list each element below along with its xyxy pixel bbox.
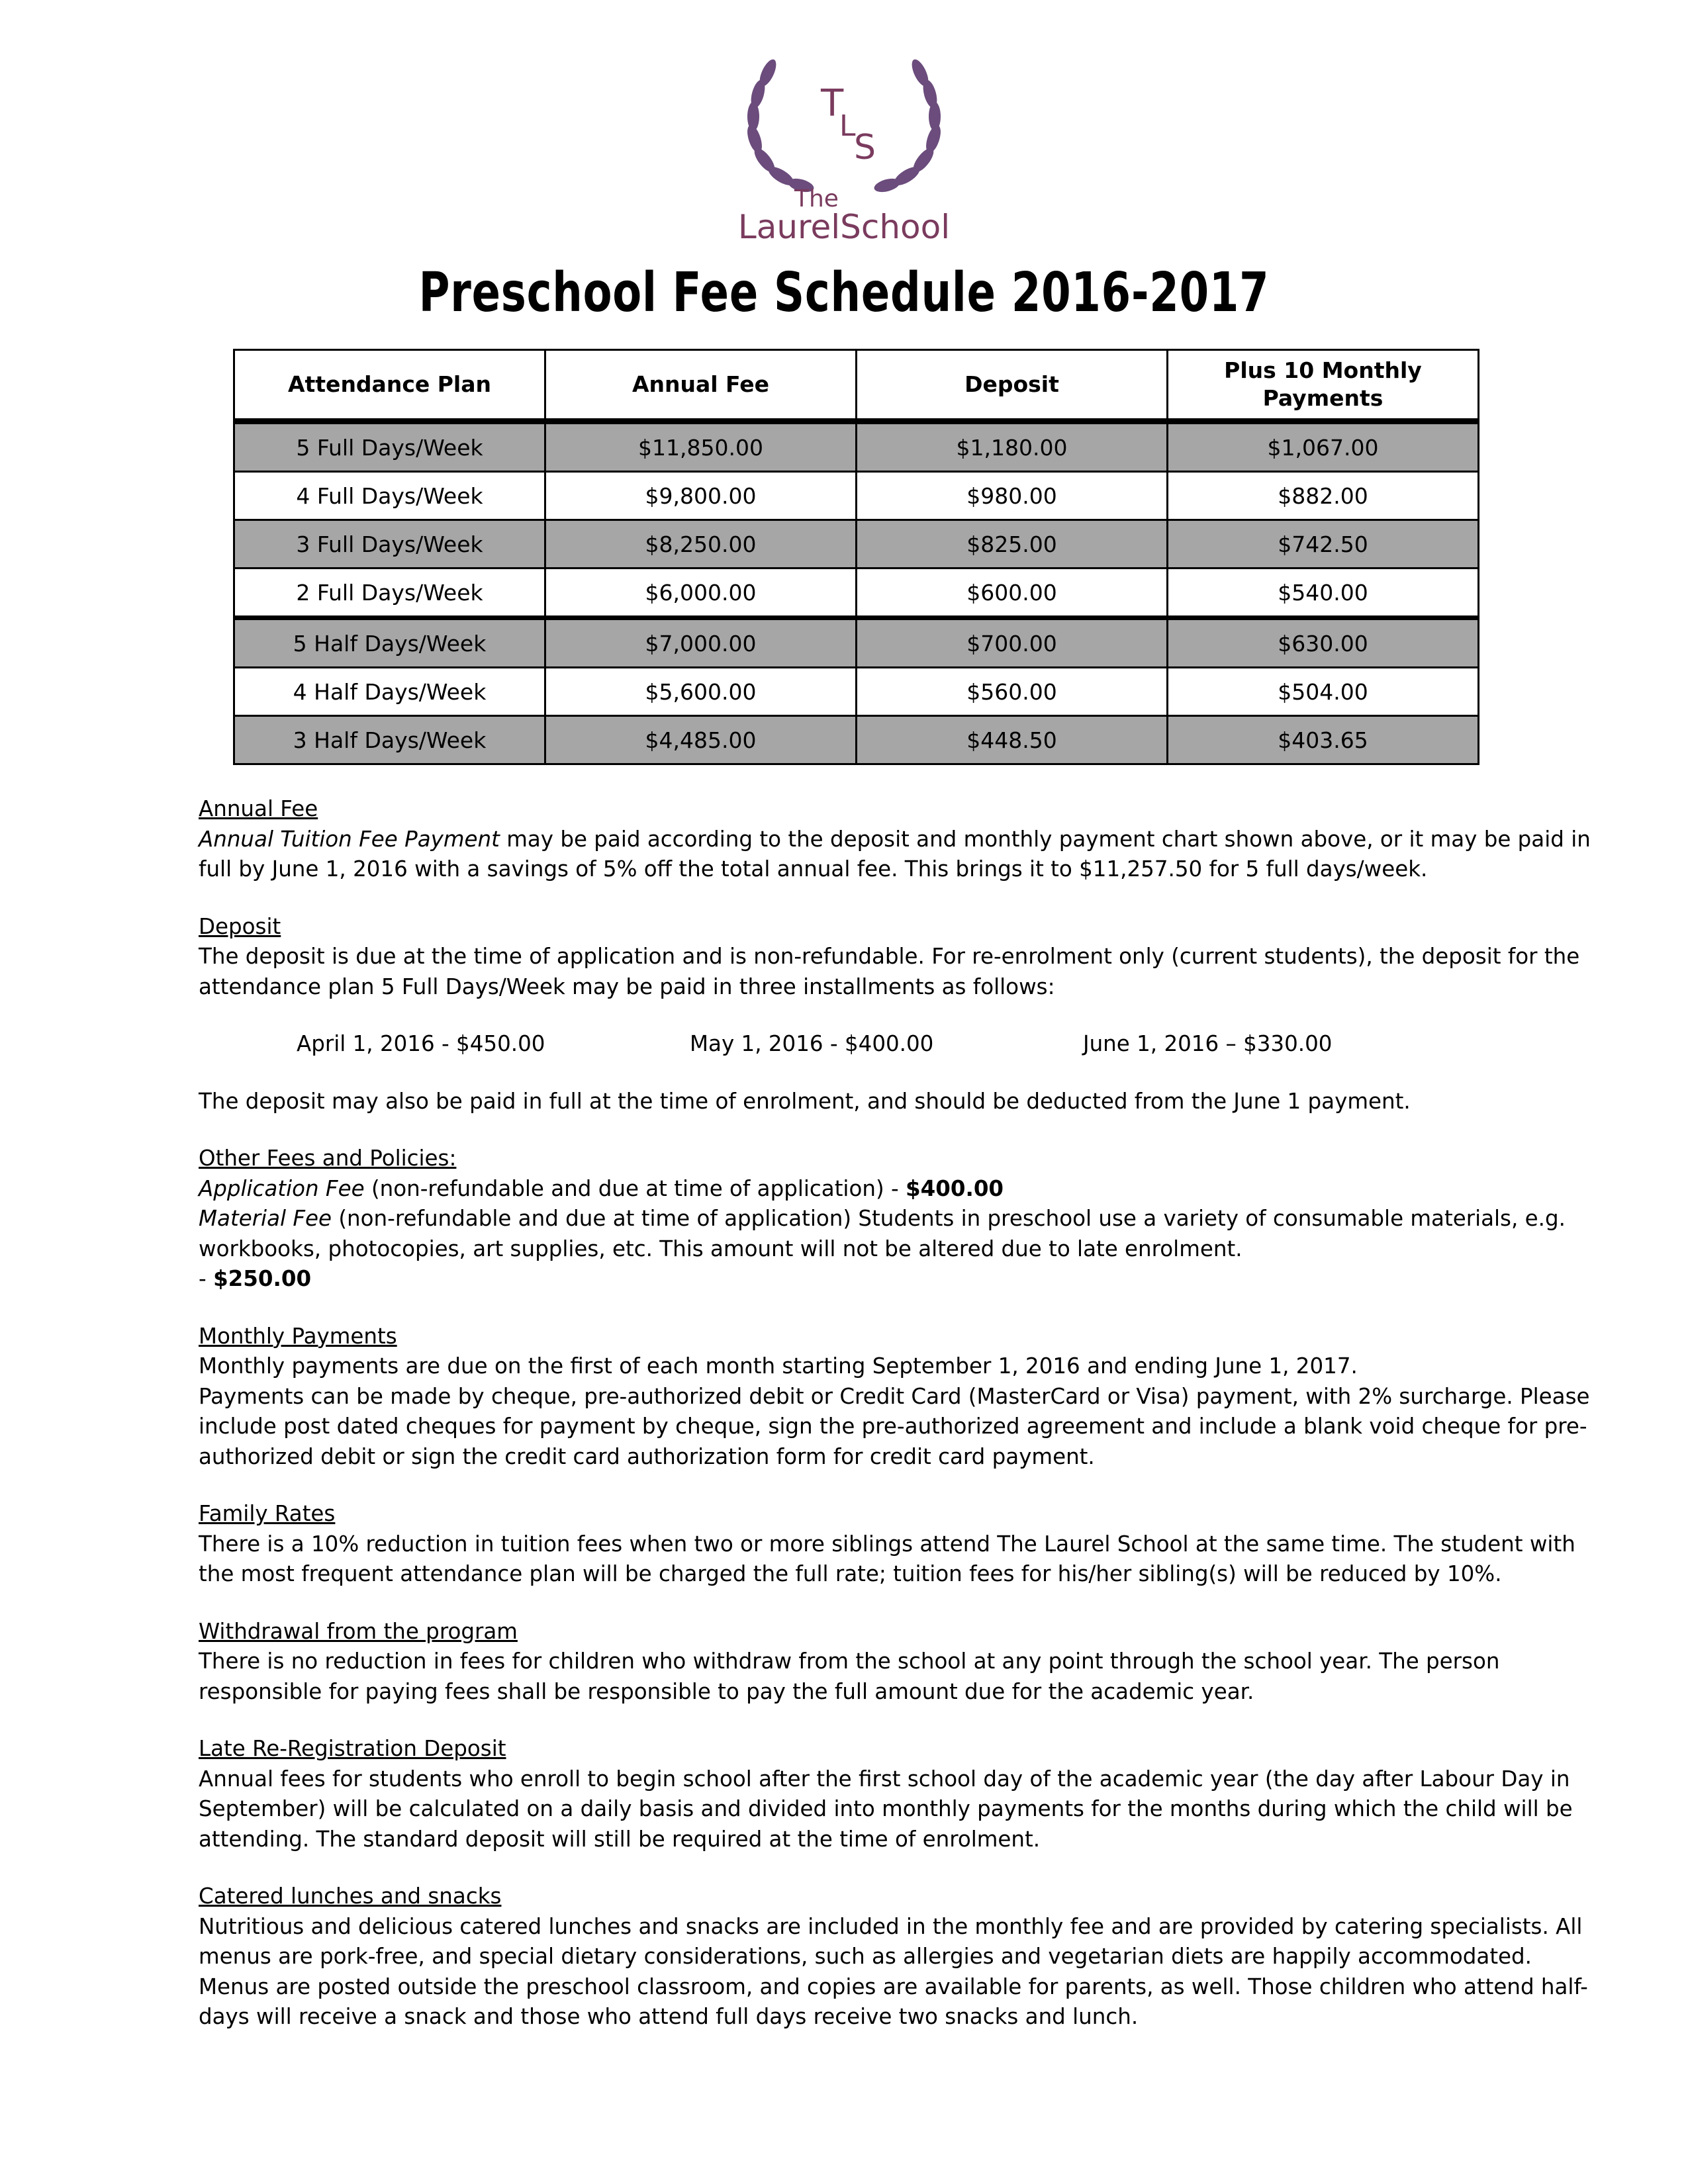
cell-annual-fee: $9,800.00 — [545, 472, 857, 520]
section-text: The deposit is due at the time of application and is non-refundable. For re-enrolment only (current students), the deposit for the attendance plan 5 Full Days/Week may be paid in three installments as follows: — [199, 944, 1580, 999]
application-fee-line — [199, 1174, 1602, 1205]
cell-deposit: $980.00 — [857, 472, 1168, 520]
cell-annual-fee: $6,000.00 — [545, 569, 857, 618]
annual-fee-section — [199, 794, 1602, 885]
logo-monogram-l: L — [839, 109, 856, 143]
table-row — [234, 472, 1479, 520]
text-run: may be paid according to the deposit and monthly payment chart shown above, or it may be paid in full by June 1, 2016 with a savings of 5% off the total annual fee. This brings it to $11,257.50 for 5 full days/week. — [199, 826, 1591, 882]
header-monthly-payments: Plus 10 Monthly Payments — [1168, 350, 1479, 422]
italic-lead: Application Fee — [199, 1175, 365, 1201]
monthly-payments-section — [199, 1322, 1602, 1473]
cell-monthly: $504.00 — [1168, 668, 1479, 716]
section-text: There is no reduction in fees for children who withdraw from the school at any point through the school year. The person responsible for paying fees shall be responsible to pay the full amount due for the academic year. — [199, 1649, 1500, 1704]
section-heading: Deposit — [199, 913, 281, 939]
cell-plan: 3 Full Days/Week — [234, 520, 545, 569]
section-heading: Other Fees and Policies: — [199, 1146, 457, 1171]
cell-annual-fee: $4,485.00 — [545, 716, 857, 764]
text-run: - — [199, 1266, 214, 1291]
cell-deposit: $700.00 — [857, 618, 1168, 668]
header-annual-fee: Annual Fee — [545, 350, 857, 422]
table-row — [234, 618, 1479, 668]
cell-plan: 4 Full Days/Week — [234, 472, 545, 520]
deposit-section — [199, 912, 1602, 1117]
cell-annual-fee: $11,850.00 — [545, 422, 857, 472]
cell-monthly: $1,067.00 — [1168, 422, 1479, 472]
cell-deposit: $1,180.00 — [857, 422, 1168, 472]
section-text: The deposit may also be paid in full at the time of enrolment, and should be deducted from the June 1 payment. — [199, 1088, 1411, 1114]
installment-item: June 1, 2016 – $330.00 — [1083, 1031, 1333, 1056]
section-heading: Late Re-Registration Deposit — [199, 1736, 506, 1761]
cell-annual-fee: $5,600.00 — [545, 668, 857, 716]
installment-item: May 1, 2016 - $400.00 — [690, 1031, 934, 1056]
header-attendance-plan: Attendance Plan — [234, 350, 545, 422]
cell-deposit: $560.00 — [857, 668, 1168, 716]
table-row — [234, 716, 1479, 764]
section-heading: Family Rates — [199, 1501, 336, 1526]
installment-list — [297, 1029, 1602, 1060]
section-text: Monthly payments are due on the first of each month starting September 1, 2016 and ending June 1, 2017. — [199, 1353, 1358, 1379]
late-registration-section — [199, 1734, 1602, 1854]
fee-amount: $250.00 — [213, 1266, 312, 1291]
logo-line1: The — [794, 185, 839, 212]
text-run: (non-refundable and due at time of application) - — [364, 1175, 906, 1201]
material-fee-line — [199, 1204, 1602, 1264]
table-row — [234, 569, 1479, 618]
logo-monogram-t: T — [821, 82, 844, 125]
section-heading: Withdrawal from the program — [199, 1618, 518, 1644]
material-fee-amount-line — [199, 1264, 1602, 1295]
cell-monthly: $403.65 — [1168, 716, 1479, 764]
cell-plan: 5 Full Days/Week — [234, 422, 545, 472]
cell-plan: 3 Half Days/Week — [234, 716, 545, 764]
other-fees-section — [199, 1144, 1602, 1295]
withdrawal-section — [199, 1617, 1602, 1707]
logo-line2: LaurelSchool — [737, 208, 951, 245]
fee-amount: $400.00 — [906, 1175, 1004, 1201]
table-row — [234, 668, 1479, 716]
text-run: (non-refundable and due at time of application) Students in preschool use a variety of consumable materials, e.g. workbooks, photocopies, art supplies, etc. This amount will not be altered due to late enrolment. — [199, 1206, 1566, 1261]
section-text: Annual fees for students who enroll to begin school after the first school day of the academic year (the day after Labour Day in September) will be calculated on a daily basis and divided into monthly payments for the months during which the child will be attending. The standard deposit will still be required at the time of enrolment. — [199, 1766, 1573, 1852]
page-title: Preschool Fee Schedule 2016-2017 — [418, 261, 1270, 324]
section-heading: Catered lunches and snacks — [199, 1884, 502, 1909]
cell-monthly: $540.00 — [1168, 569, 1479, 618]
cell-monthly: $882.00 — [1168, 472, 1479, 520]
logo-monogram-s: S — [854, 128, 876, 167]
table-row — [234, 520, 1479, 569]
table-header-row — [234, 350, 1479, 422]
italic-lead: Material Fee — [199, 1206, 332, 1231]
lunches-section — [199, 1882, 1602, 2032]
section-text: Payments can be made by cheque, pre-authorized debit or Credit Card (MasterCard or Visa) payment, with 2% surcharge. Please include post dated cheques for payment by cheque, sign the pre-authorized agreement and include a blank void cheque for pre-authorized debit or sign the credit card authorization form for credit card payment. — [199, 1383, 1590, 1469]
cell-deposit: $448.50 — [857, 716, 1168, 764]
cell-annual-fee: $7,000.00 — [545, 618, 857, 668]
cell-plan: 4 Half Days/Week — [234, 668, 545, 716]
cell-plan: 2 Full Days/Week — [234, 569, 545, 618]
cell-annual-fee: $8,250.00 — [545, 520, 857, 569]
installment-item: April 1, 2016 - $450.00 — [297, 1031, 545, 1056]
section-heading: Monthly Payments — [199, 1323, 397, 1349]
table-row — [234, 422, 1479, 472]
cell-monthly: $742.50 — [1168, 520, 1479, 569]
section-text — [199, 825, 1602, 885]
laurel-school-logo — [728, 53, 960, 245]
fee-table — [233, 349, 1479, 765]
italic-lead: Annual Tuition Fee Payment — [199, 826, 500, 852]
section-text: Nutritious and delicious catered lunches and snacks are included in the monthly fee and are provided by catering specialists. All menus are pork-free, and special dietary considerations, such as allergies and vegetarian diets are happily accommodated. Menus are posted outside the preschool classroom, and copies are available for parents, as well. Those children who attend half-days will receive a snack and those who attend full days receive two snacks and lunch. — [199, 1913, 1588, 2029]
section-heading: Annual Fee — [199, 796, 318, 821]
cell-deposit: $600.00 — [857, 569, 1168, 618]
cell-deposit: $825.00 — [857, 520, 1168, 569]
cell-monthly: $630.00 — [1168, 618, 1479, 668]
cell-plan: 5 Half Days/Week — [234, 618, 545, 668]
policy-text — [199, 794, 1602, 2060]
section-text: There is a 10% reduction in tuition fees when two or more siblings attend The Laurel School at the same time. The student with the most frequent attendance plan will be charged the full rate; tuition fees for his/her sibling(s) will be reduced by 10%. — [199, 1531, 1575, 1586]
family-rates-section — [199, 1499, 1602, 1590]
header-deposit: Deposit — [857, 350, 1168, 422]
